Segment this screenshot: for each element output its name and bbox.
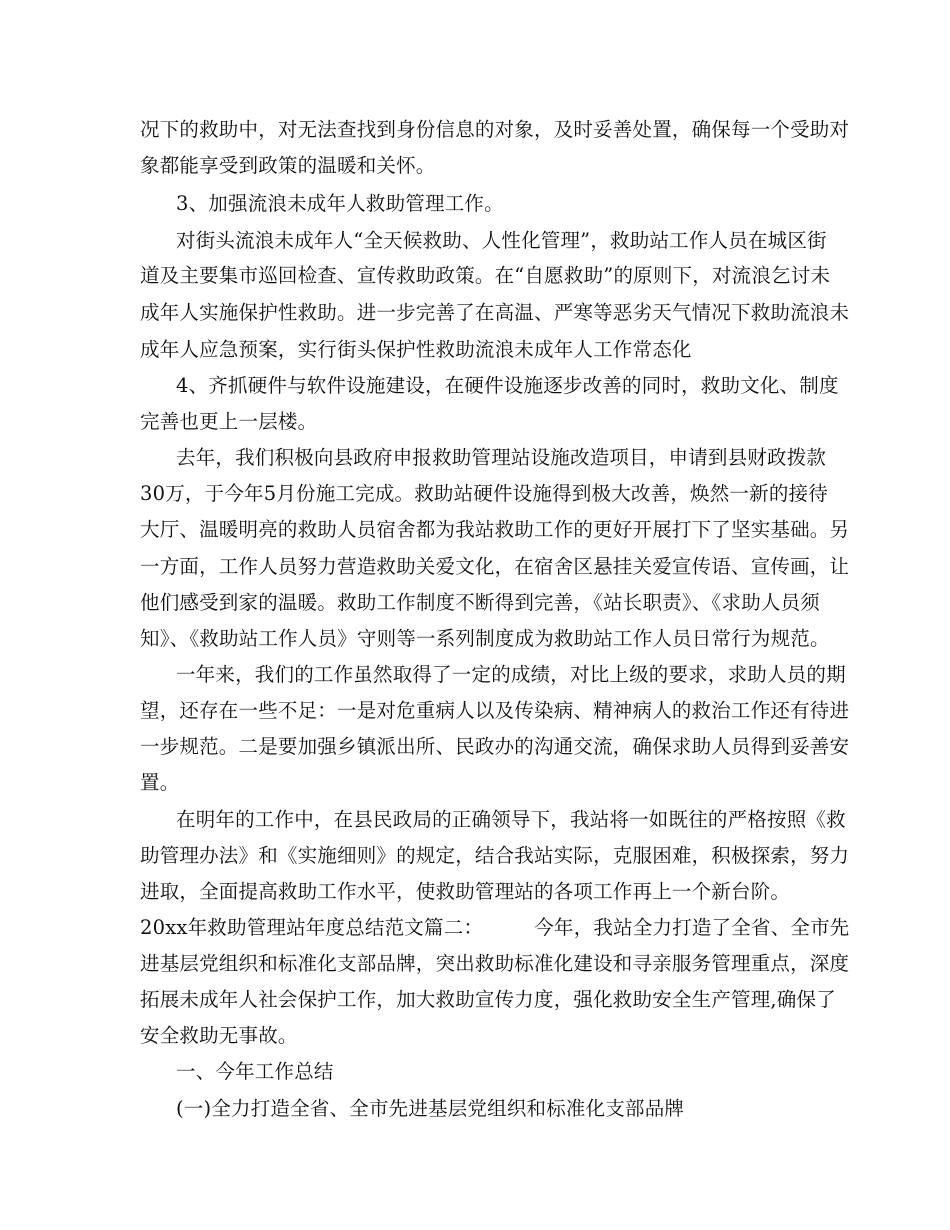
- text-line: 进基层党组织和标准化支部品牌，突出救助标准化建设和寻亲服务管理重点，深度: [140, 952, 850, 975]
- text-line: 4、齐抓硬件与软件设施建设，在硬件设施逐步改善的同时，救助文化、制度: [176, 374, 839, 397]
- text-line: 完善也更上一层楼。: [140, 410, 318, 433]
- text-line: 去年，我们积极向县政府申报救助管理站设施改造项目，申请到县财政拨款: [176, 446, 827, 469]
- text-line: 3、加强流浪未成年人救助管理工作。: [176, 192, 504, 215]
- text-line: 成年人实施保护性救助。进一步完善了在高温、严寒等恶劣天气情况下救助流浪未: [140, 301, 850, 324]
- text-line: 置。: [140, 771, 180, 794]
- text-line: 进取，全面提高救助工作水平，使救助管理站的各项工作再上一个新台阶。: [140, 880, 791, 903]
- text-line: 他们感受到家的温暖。救助工作制度不断得到完善，《站长职责》、《求助人员须: [140, 591, 820, 614]
- text-line: 30万，于今年5月份施工完成。救助站硬件设施得到极大改善，焕然一新的接待: [140, 482, 828, 505]
- text-line: 在明年的工作中，在县民政局的正确领导下，我站将一如既往的严格按照《救: [176, 808, 846, 831]
- text-line: 安全救助无事故。: [140, 1024, 298, 1047]
- subsection-heading: (一)全力打造全省、全市先进基层党组织和标准化支部品牌: [176, 1097, 685, 1120]
- text-line: 助管理办法》和《实施细则》的规定，结合我站实际，克服困难，积极探索，努力: [140, 844, 850, 867]
- text-line: 一年来，我们的工作虽然取得了一定的成绩，对比上级的要求，求助人员的期: [176, 663, 846, 686]
- text-line: 20xx年救助管理站年度总结范文篇二： 今年，我站全力打造了全省、全市先: [140, 916, 850, 939]
- text-line: 拓展未成年人社会保护工作，加大救助宣传力度，强化救助安全生产管理,确保了: [140, 988, 836, 1011]
- text-line: 对街头流浪未成年人“全天候救助、人性化管理”，救助站工作人员在城区街: [176, 229, 827, 252]
- text-line: 一步规范。二是要加强乡镇派出所、民政办的沟通交流，确保求助人员得到妥善安: [140, 735, 850, 758]
- text-line: 望，还存在一些不足：一是对危重病人以及传染病、精神病人的救治工作还有待进: [140, 699, 850, 722]
- text-line: 知》、《救助站工作人员》守则等一系列制度成为救助站工作人员日常行为规范。: [140, 627, 830, 650]
- text-line: 成年人应急预案，实行街头保护性救助流浪未成年人工作常态化: [140, 338, 692, 361]
- text-line: 一方面，工作人员努力营造救助关爱文化，在宿舍区悬挂关爱宣传语、宣传画，让: [140, 555, 850, 578]
- text-line: 道及主要集市巡回检查、宣传救助政策。在“自愿救助”的原则下，对流浪乞讨未: [140, 264, 831, 287]
- text-line: 大厅、温暖明亮的救助人员宿舍都为我站救助工作的更好开展打下了坚实基础。另: [140, 518, 850, 541]
- text-line: 况下的救助中，对无法查找到身份信息的对象，及时妥善处置，确保每一个受助对: [140, 118, 850, 141]
- text-line: 象都能享受到政策的温暖和关怀。: [140, 154, 436, 177]
- section-heading: 一、今年工作总结: [176, 1060, 334, 1083]
